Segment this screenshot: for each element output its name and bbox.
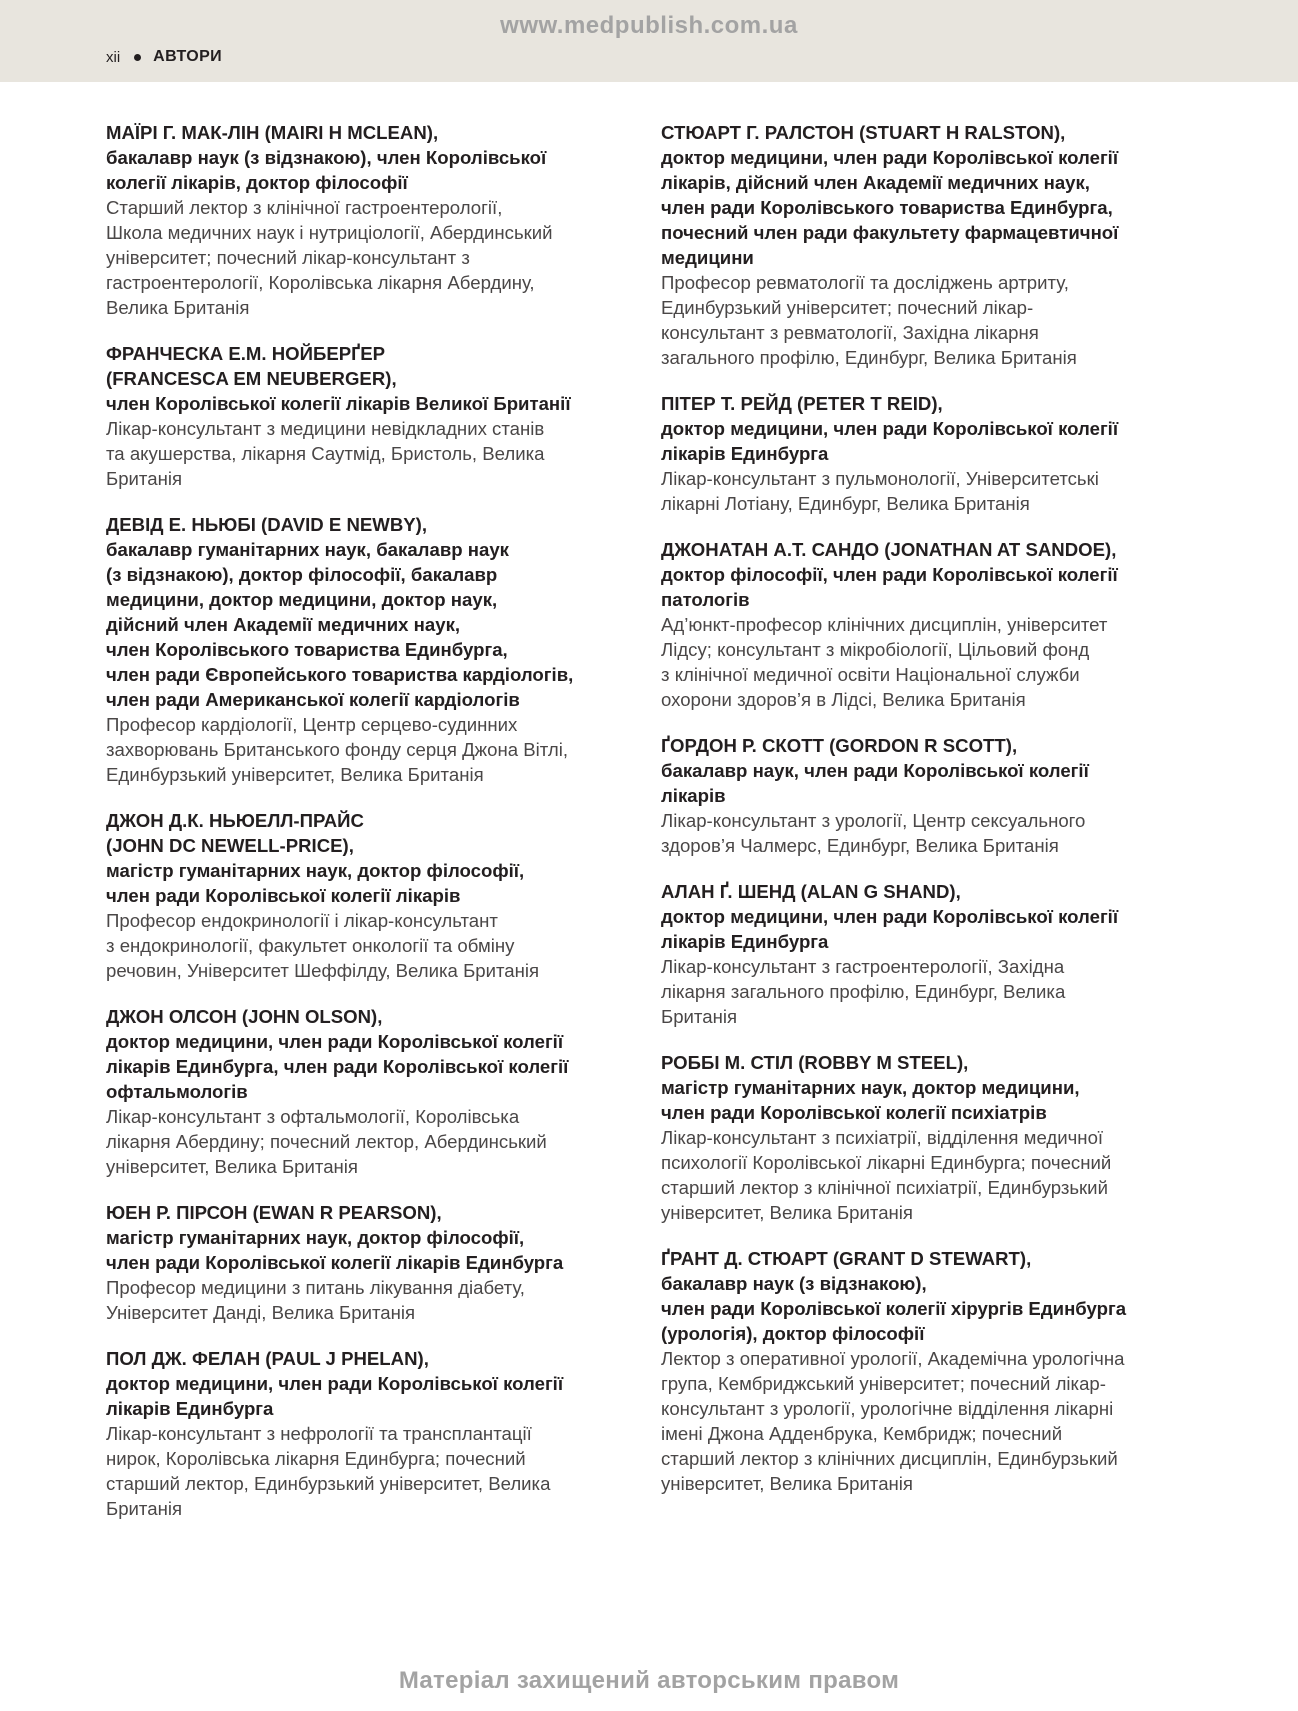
author-credentials: бакалавр гуманітарних наук, бакалавр наук (з відзнакою), доктор філософії, бакалавр медицини, доктор медицини, доктор наук, дійсний член Академії медичних наук, член Королівського товариства Единбурга, член ради Європейського товариства кардіологів, член ради Американської колегії кардіологів xyxy=(106,539,574,710)
author-entry xyxy=(661,391,1201,516)
author-entry xyxy=(661,733,1201,858)
author-affiliation: Лектор з оперативної урології, Академічна урологічна група, Кембриджський університет; почесний лікар- консультант з урології, урологічне відділення лікарні імені Джона Адденбрука, Кембридж; почесний старший лектор з клінічних дисциплін, Единбурзький університет, Велика Британія xyxy=(661,1348,1125,1494)
author-affiliation: Ад’юнкт-професор клінічних дисциплін, університет Лідсу; консультант з мікробіології, Цільовий фонд з клінічної медичної освіти Національної служби охорони здоров’я в Лідсі, Велика Британія xyxy=(661,614,1108,710)
author-entry xyxy=(661,1050,1201,1225)
author-affiliation: Лікар-консультант з урології, Центр сексуального здоров’я Чалмерс, Единбург, Велика Британія xyxy=(661,810,1086,856)
author-affiliation: Лікар-консультант з нефрології та трансплантації нирок, Королівська лікарня Единбурга; почесний старший лектор, Единбурзький університет, Велика Британія xyxy=(106,1423,551,1519)
author-affiliation: Професор кардіології, Центр серцево-судинних захворювань Британського фонду серця Джона Вітлі, Единбурзький університет, Велика Британія xyxy=(106,714,569,785)
author-name: ПІТЕР Т. РЕЙД (PETER T REID), xyxy=(661,393,943,414)
author-name: ҐРАНТ Д. СТЮАРТ (GRANT D STEWART), xyxy=(661,1248,1032,1269)
author-name: ДЖОН Д.К. НЬЮЕЛЛ-ПРАЙС (JOHN DC NEWELL-PRICE), xyxy=(106,810,364,856)
author-affiliation: Професор медицини з питань лікування діабету, Університет Данді, Велика Британія xyxy=(106,1277,525,1323)
author-credentials: магістр гуманітарних наук, доктор філософії, член ради Королівської колегії лікарів Единбурга xyxy=(106,1227,564,1273)
author-name: СТЮАРТ Г. РАЛСТОН (STUART H RALSTON), xyxy=(661,122,1066,143)
author-name: ЮЕН Р. ПІРСОН (EWAN R PEARSON), xyxy=(106,1202,442,1223)
author-credentials: доктор медицини, член ради Королівської колегії лікарів Единбурга, член ради Королівської колегії офтальмологів xyxy=(106,1031,569,1102)
author-entry xyxy=(106,341,622,491)
author-entry xyxy=(661,879,1201,1029)
author-affiliation: Лікар-консультант з гастроентерології, Західна лікарня загального профілю, Единбург, Велика Британія xyxy=(661,956,1066,1027)
author-name: ДЖОН ОЛСОН (JOHN OLSON), xyxy=(106,1006,383,1027)
author-entry xyxy=(106,1200,622,1325)
author-name: ПОЛ ДЖ. ФЕЛАН (PAUL J PHELAN), xyxy=(106,1348,429,1369)
author-affiliation: Професор ревматології та досліджень артриту, Единбурзький університет; почесний лікар- консультант з ревматології, Західна лікарня загального профілю, Единбург, Велика Британія xyxy=(661,272,1077,368)
author-name: ҐОРДОН Р. СКОТТ (GORDON R SCOTT), xyxy=(661,735,1018,756)
author-credentials: магістр гуманітарних наук, доктор медицини, член ради Королівської колегії психіатрів xyxy=(661,1077,1080,1123)
section-title: АВТОРИ xyxy=(153,48,223,65)
author-credentials: доктор медицини, член ради Королівської колегії лікарів Единбурга xyxy=(106,1373,564,1419)
page-number: xii xyxy=(106,48,121,66)
author-affiliation: Лікар-консультант з медицини невідкладних станів та акушерства, лікарня Саутмід, Бристоль, Велика Британія xyxy=(106,418,545,489)
author-credentials: доктор медицини, член ради Королівської колегії лікарів, дійсний член Академії медичних наук, член ради Королівського товариства Единбурга, почесний член ради факультету фармацевтичної медицини xyxy=(661,147,1119,268)
author-name: МАЇРІ Г. МАК-ЛІН (MAIRI H MCLEAN), xyxy=(106,122,439,143)
author-credentials: доктор медицини, член ради Королівської колегії лікарів Единбурга xyxy=(661,418,1119,464)
author-entry xyxy=(106,1346,622,1521)
author-affiliation: Лікар-консультант з офтальмології, Королівська лікарня Абердину; почесний лектор, Абердинський університет, Велика Британія xyxy=(106,1106,547,1177)
author-credentials: доктор медицини, член ради Королівської колегії лікарів Единбурга xyxy=(661,906,1119,952)
author-entry xyxy=(661,537,1201,712)
author-name: ДЕВІД Е. НЬЮБІ (DAVID E NEWBY), xyxy=(106,514,428,535)
author-affiliation: Старший лектор з клінічної гастроентерології, Школа медичних наук і нутриціології, Абердинський університет; почесний лікар-консультант з гастроентерології, Королівська лікарня Абердину, Велика Британія xyxy=(106,197,553,318)
running-head xyxy=(106,48,222,66)
author-credentials: бакалавр наук (з відзнакою), член ради Королівської колегії хірургів Единбурга (урологія), доктор філософії xyxy=(661,1273,1127,1344)
author-entry xyxy=(106,1004,622,1179)
bullet-separator xyxy=(134,54,141,61)
author-credentials: магістр гуманітарних наук, доктор філософії, член ради Королівської колегії лікарів xyxy=(106,860,525,906)
author-name: АЛАН Ґ. ШЕНД (ALAN G SHAND), xyxy=(661,881,961,902)
author-name: РОББІ М. СТІЛ (ROBBY M STEEL), xyxy=(661,1052,969,1073)
author-entry xyxy=(661,120,1201,370)
author-name: ДЖОНАТАН А.Т. САНДО (JONATHAN AT SANDOE), xyxy=(661,539,1117,560)
author-entry xyxy=(106,808,622,983)
author-entry xyxy=(106,512,622,787)
author-affiliation: Лікар-консультант з пульмонології, Університетські лікарні Лотіану, Единбург, Велика Британія xyxy=(661,468,1099,514)
author-entry xyxy=(106,120,622,320)
author-affiliation: Професор ендокринології і лікар-консультант з ендокринології, факультет онкології та обміну речовин, Університет Шеффілду, Велика Британія xyxy=(106,910,540,981)
author-entry xyxy=(661,1246,1201,1496)
right-column xyxy=(661,120,1201,1517)
left-column xyxy=(106,120,622,1542)
author-credentials: бакалавр наук, член ради Королівської колегії лікарів xyxy=(661,760,1089,806)
watermark-url: www.medpublish.com.ua xyxy=(500,12,798,39)
author-affiliation: Лікар-консультант з психіатрії, відділення медичної психології Королівської лікарні Единбурга; почесний старший лектор з клінічної психіатрії, Единбурзький університет, Велика Британія xyxy=(661,1127,1112,1223)
author-credentials: бакалавр наук (з відзнакою), член Королівської колегії лікарів, доктор філософії xyxy=(106,147,547,193)
copyright-watermark: Матеріал захищений авторським правом xyxy=(398,1667,900,1694)
author-credentials: член Королівської колегії лікарів Великої Британії xyxy=(106,393,571,414)
author-credentials: доктор філософії, член ради Королівської колегії патологів xyxy=(661,564,1118,610)
author-name: ФРАНЧЕСКА Е.М. НОЙБЕРҐЕР (FRANCESCA EM NEUBERGER), xyxy=(106,343,397,389)
